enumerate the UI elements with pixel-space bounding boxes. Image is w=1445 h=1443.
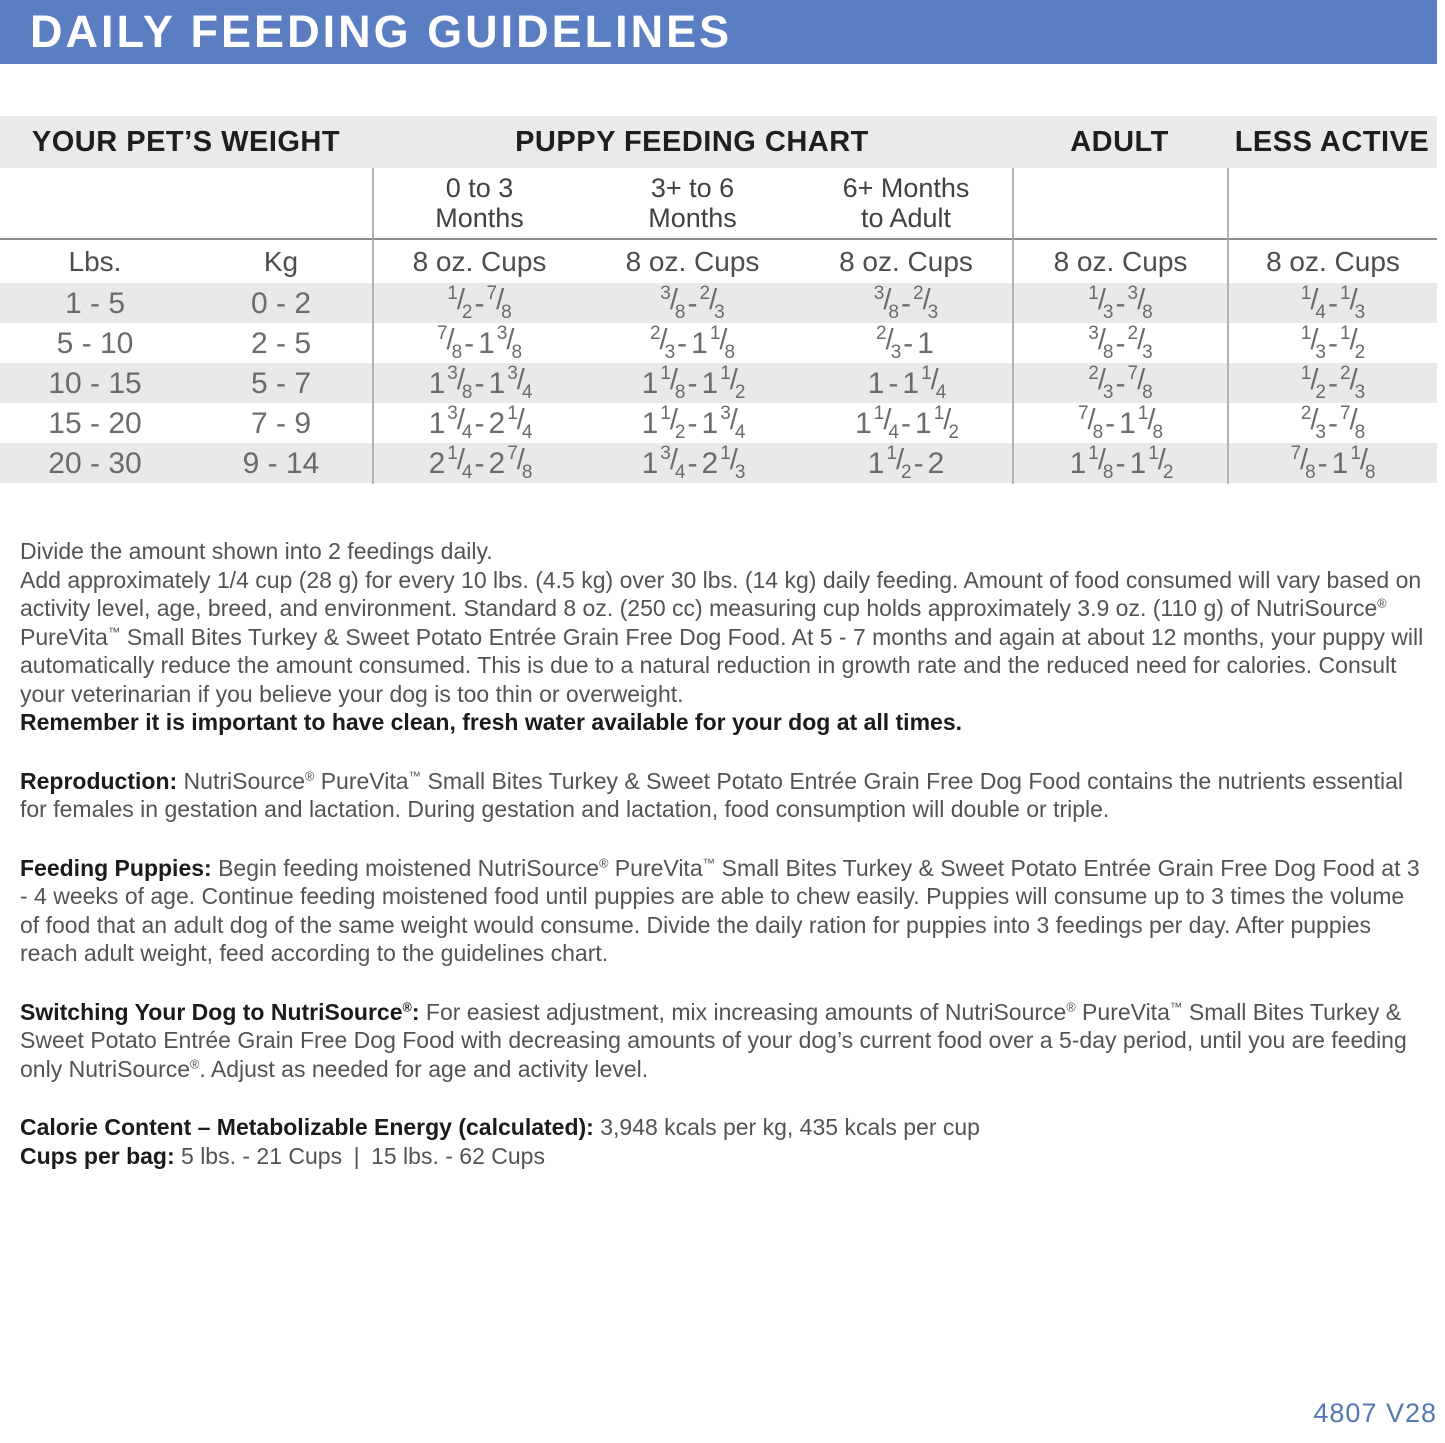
- column-header-less-active: LESS ACTIVE: [1234, 125, 1430, 158]
- table-data-rows: [0, 283, 1437, 483]
- table-cell: 5 - 10: [56, 326, 134, 360]
- table-cell: 15 - 20: [48, 406, 142, 440]
- paragraph: Divide the amount shown into 2 feedings daily. Add approximately 1/4 cup (28 g) for every 10 lbs. (4.5 kg) over 30 lbs. (14 kg) daily feeding. Amount of food consumed will vary based on activity level, age, breed, and environment. Standard 8 oz. (250 cc) measuring cup holds approximately 3.9 oz. (110 g) of NutriSource® PureVita™ Small Bites Turkey & Sweet Potato Entrée Grain Free Dog Food. At 5 - 7 months and again at about 12 months, your puppy will automatically reduce the amount consumed. This is due to a natural reduction in growth rate and the reduced need for calories. Consult your veterinarian if you believe your dog is too thin or overweight. Remember it is important to have clean, fresh water available for your dog at all times.: [20, 538, 1424, 735]
- table-unit-row: [0, 238, 1437, 283]
- table-row: [0, 403, 1437, 443]
- unit-lbs: Lbs.: [0, 238, 190, 283]
- table-cell: 1 - 5: [64, 286, 126, 320]
- table-cell: $^7/_8$ - 1 $^1/_8$: [1227, 443, 1437, 484]
- unit-cups: 8 oz. Cups: [372, 238, 585, 283]
- paragraph: Reproduction: NutriSource® PureVita™ Small Bites Turkey & Sweet Potato Entrée Grain Free Dog Food contains the nutrients essential for females in gestation and lactation. During gestation and lactation, food consumption will double or triple.: [20, 767, 1403, 822]
- feeding-notes: [20, 537, 1428, 1170]
- age-col-3-6-months: 3+ to 6 Months: [648, 172, 737, 233]
- table-row: [0, 283, 1437, 323]
- table-cell: $^3/_8$ - $^2/_3$: [873, 283, 939, 323]
- table-age-subheader-row: [0, 168, 1437, 238]
- table-cell: $^1/_2$ - $^7/_8$: [372, 283, 585, 324]
- unit-cups: 8 oz. Cups: [1012, 238, 1227, 283]
- table-group-header-row: [0, 116, 1437, 168]
- paragraph: Cups per bag: 5 lbs. - 21 Cups | 15 lbs. - 62 Cups: [20, 1142, 545, 1169]
- table-cell: $^3/_8$ - $^2/_3$: [1012, 323, 1227, 364]
- column-header-pet-weight: YOUR PET’S WEIGHT: [31, 125, 341, 158]
- paragraph: Calorie Content – Metabolizable Energy (calculated): 3,948 kcals per kg, 435 kcals per cup: [20, 1114, 980, 1140]
- table-cell: 1 $^1/_8$ - 1 $^1/_2$: [1012, 443, 1227, 484]
- table-cell: $^1/_2$ - $^2/_3$: [1227, 363, 1437, 404]
- unit-cups: 8 oz. Cups: [585, 238, 800, 283]
- table-cell: 9 - 14: [242, 446, 320, 480]
- table-cell: $^2/_3$ - 1 $^1/_8$: [649, 323, 736, 363]
- table-row: [0, 323, 1437, 363]
- table-cell: $^1/_4$ - $^1/_3$: [1227, 283, 1437, 324]
- table-cell: $^7/_8$ - 1 $^3/_8$: [372, 323, 585, 364]
- paragraph: Switching Your Dog to NutriSource®: For easiest adjustment, mix increasing amounts of NutriSource® PureVita™ Small Bites Turkey & Sweet Potato Entrée Grain Free Dog Food with decreasing amounts of your dog’s current food over a 5-day period, until you are feeding only NutriSource®. Adjust as needed for age and activity level.: [20, 998, 1407, 1082]
- table-cell: $^1/_3$ - $^3/_8$: [1012, 283, 1227, 324]
- table-cell: 1 $^1/_2$ - 2: [867, 443, 945, 483]
- age-col-6-adult: 6+ Months to Adult: [842, 172, 970, 233]
- table-row: [0, 363, 1437, 403]
- table-cell: $^2/_3$ - 1: [876, 323, 934, 363]
- table-cell: $^3/_8$ - $^2/_3$: [660, 283, 725, 323]
- table-cell: 2 - 5: [250, 326, 312, 360]
- column-header-adult: ADULT: [1070, 125, 1169, 158]
- title-banner: [0, 0, 1437, 64]
- table-cell: $^7/_8$ - 1 $^1/_8$: [1012, 403, 1227, 444]
- footer-code: 4807 V28: [1313, 1398, 1437, 1428]
- table-cell: 1 $^1/_2$ - 1 $^3/_4$: [641, 403, 746, 443]
- unit-cups: 8 oz. Cups: [1227, 238, 1437, 283]
- feeding-guidelines-table: [0, 116, 1437, 483]
- table-cell: $^2/_3$ - $^7/_8$: [1012, 363, 1227, 404]
- table-cell: 1 - 1 $^1/_4$: [867, 363, 947, 403]
- table-cell: 0 - 2: [250, 286, 312, 320]
- table-cell: $^1/_3$ - $^1/_2$: [1227, 323, 1437, 364]
- table-cell: 2 $^1/_4$ - 2 $^7/_8$: [372, 443, 585, 484]
- table-cell: $^2/_3$ - $^7/_8$: [1227, 403, 1437, 444]
- table-cell: 1 $^3/_4$ - 2 $^1/_4$: [372, 403, 585, 444]
- table-cell: 1 $^3/_8$ - 1 $^3/_4$: [372, 363, 585, 404]
- table-cell: 5 - 7: [250, 366, 312, 400]
- table-cell: 10 - 15: [48, 366, 142, 400]
- unit-kg: Kg: [190, 238, 372, 283]
- unit-cups: 8 oz. Cups: [800, 238, 1012, 283]
- column-header-puppy-chart: PUPPY FEEDING CHART: [515, 125, 869, 158]
- paragraph: Feeding Puppies: Begin feeding moistened NutriSource® PureVita™ Small Bites Turkey & Sweet Potato Entrée Grain Free Dog Food at 3 - 4 weeks of age. Continue feeding moistened food until puppies are able to chew easily. Puppies will consume up to 3 times the volume of food that an adult dog of the same weight would consume. Divide the daily ration for puppies into 3 feedings per day. After puppies reach adult weight, feed according to the guidelines chart.: [20, 854, 1420, 966]
- age-col-0-3-months: 0 to 3 Months: [372, 168, 585, 238]
- table-cell: 1 $^1/_8$ - 1 $^1/_2$: [641, 363, 746, 403]
- table-cell: 1 $^1/_4$ - 1 $^1/_2$: [855, 403, 959, 443]
- table-cell: 1 $^3/_4$ - 2 $^1/_3$: [641, 443, 746, 483]
- table-row: [0, 443, 1437, 483]
- page-title: DAILY FEEDING GUIDELINES: [30, 6, 733, 57]
- table-cell: 20 - 30: [48, 446, 142, 480]
- table-cell: 7 - 9: [250, 406, 312, 440]
